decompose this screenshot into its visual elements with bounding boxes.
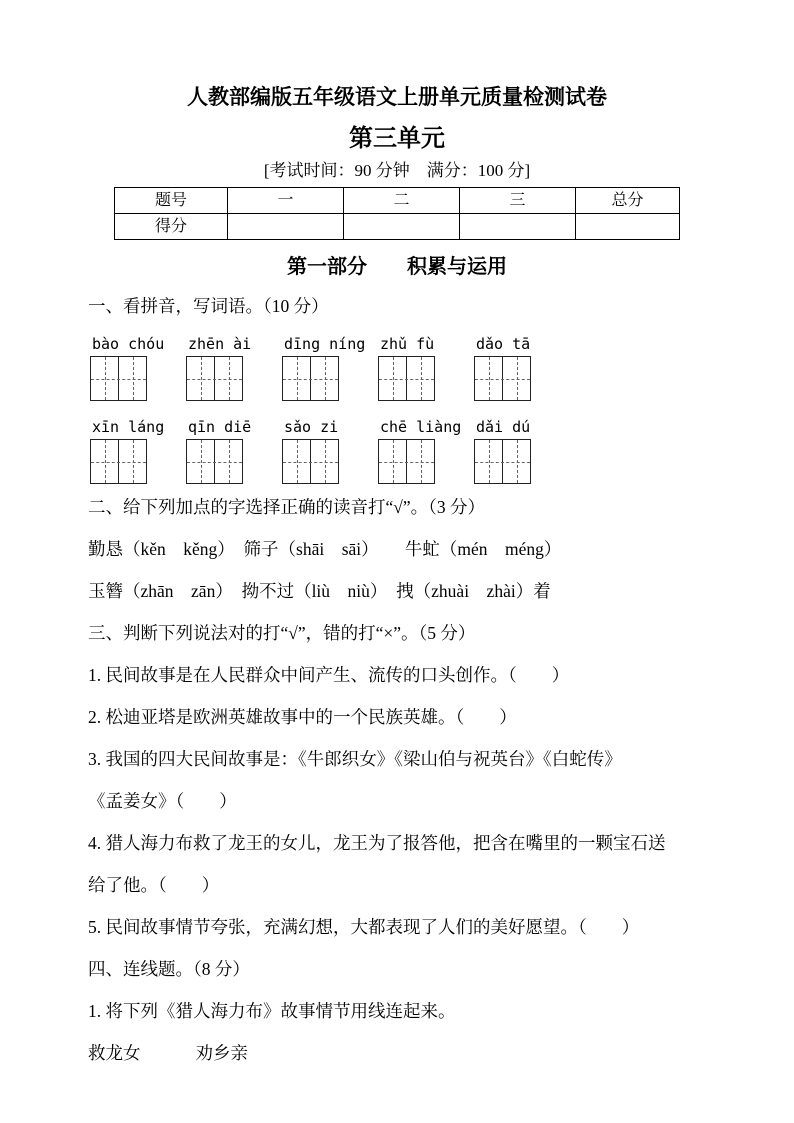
writing-cell [379, 357, 406, 400]
writing-box [378, 439, 435, 484]
writing-cell [214, 357, 242, 400]
pinyin-group [474, 416, 570, 484]
pinyin-group [378, 333, 474, 401]
score-blank-cell [228, 214, 344, 240]
score-table-header-cell: 总分 [576, 188, 680, 214]
writing-cell [283, 357, 310, 400]
score-table-score-row [115, 214, 680, 240]
writing-cell [187, 440, 214, 483]
pinyin-row-2 [90, 416, 706, 484]
writing-box [378, 356, 435, 401]
writing-cell [475, 357, 502, 400]
writing-cell [214, 440, 242, 483]
pinyin-group [90, 333, 186, 401]
score-table-header-cell: 二 [344, 188, 460, 214]
exam-time-info: [考试时间：90 分钟 满分：100 分] [263, 161, 531, 180]
score-table [114, 187, 680, 240]
writing-cell [475, 440, 502, 483]
writing-cell [118, 440, 146, 483]
q3-item-1: 1. 民间故事是在人民群众中间产生、流传的口头创作。（ ） [88, 665, 570, 685]
q3-item-5: 5. 民间故事情节夸张，充满幻想，大都表现了人们的美好愿望。（ ） [88, 917, 640, 937]
unit-title: 第三单元 [349, 126, 445, 152]
q2-line-1: 勤恳（kěn kěng） 筛子（shāi sāi） 牛虻（mén méng） [88, 539, 562, 559]
pinyin-group [186, 416, 282, 484]
writing-box [474, 439, 531, 484]
writing-cell [502, 440, 530, 483]
pinyin-label: zhǔ fù [380, 335, 435, 353]
pinyin-group [186, 333, 282, 401]
pinyin-label: bào chóu [92, 335, 165, 353]
document-title: 人教部编版五年级语文上册单元质量检测试卷 [187, 85, 607, 109]
q4-sub1: 1. 将下列《猎人海力布》故事情节用线连起来。 [88, 1001, 456, 1021]
writing-cell [406, 440, 434, 483]
q3-item-4-line-2: 给了他。（ ） [88, 875, 220, 895]
pinyin-group [90, 416, 186, 484]
pinyin-group [474, 333, 570, 401]
score-blank-cell [460, 214, 576, 240]
pinyin-group [378, 416, 474, 484]
q2-title: 二、给下列加点的字选择正确的读音打“√”。（3 分） [88, 497, 486, 517]
writing-box [282, 356, 339, 401]
writing-cell [118, 357, 146, 400]
writing-cell [187, 357, 214, 400]
q2-line-2: 玉簪（zhān zān） 拗不过（liù niù） 拽（zhuài zhài）着 [88, 581, 551, 601]
match-item-right: 劝乡亲 [195, 1043, 248, 1063]
score-row-label-cell: 得分 [115, 214, 228, 240]
pinyin-label: sǎo zi [284, 418, 339, 436]
pinyin-label: zhēn ài [188, 335, 252, 353]
writing-cell [91, 440, 118, 483]
pinyin-row-1 [90, 333, 706, 401]
writing-box [474, 356, 531, 401]
score-table-header-cell: 一 [228, 188, 344, 214]
q4-title: 四、连线题。（8 分） [88, 959, 250, 979]
pinyin-group [282, 416, 378, 484]
writing-cell [283, 440, 310, 483]
q1-title: 一、看拼音，写词语。（10 分） [88, 296, 329, 316]
q3-item-3-line-2: 《孟姜女》（ ） [88, 791, 237, 811]
writing-box [90, 439, 147, 484]
writing-cell [379, 440, 406, 483]
writing-cell [310, 357, 338, 400]
pinyin-label: dǎo tā [476, 335, 531, 353]
writing-box [186, 439, 243, 484]
pinyin-label: dīng níng [284, 335, 366, 353]
part1-heading: 第一部分 积累与运用 [287, 256, 507, 278]
q3-item-3-line-1: 3. 我国的四大民间故事是：《牛郎织女》《梁山伯与祝英台》《白蛇传》 [88, 749, 622, 769]
pinyin-group [282, 333, 378, 401]
writing-box [90, 356, 147, 401]
match-item-left: 救龙女 [88, 1043, 141, 1063]
pinyin-label: xīn láng [92, 418, 165, 436]
writing-box [282, 439, 339, 484]
q3-title: 三、判断下列说法对的打“√”，错的打“×”。（5 分） [88, 623, 476, 643]
score-table-header-cell: 题号 [115, 188, 228, 214]
writing-cell [406, 357, 434, 400]
score-blank-cell [344, 214, 460, 240]
score-table-header-row [115, 188, 680, 214]
score-table-header-cell: 三 [460, 188, 576, 214]
writing-cell [502, 357, 530, 400]
pinyin-label: qīn diē [188, 418, 252, 436]
writing-cell [310, 440, 338, 483]
score-blank-cell [576, 214, 680, 240]
pinyin-label: dǎi dú [476, 418, 531, 436]
writing-cell [91, 357, 118, 400]
writing-box [186, 356, 243, 401]
q4-match-row [88, 1032, 706, 1074]
q3-item-4-line-1: 4. 猎人海力布救了龙王的女儿，龙王为了报答他，把含在嘴里的一颗宝石送 [88, 833, 666, 853]
q3-item-2: 2. 松迪亚塔是欧洲英雄故事中的一个民族英雄。（ ） [88, 707, 517, 727]
pinyin-label: chē liàng [380, 418, 462, 436]
